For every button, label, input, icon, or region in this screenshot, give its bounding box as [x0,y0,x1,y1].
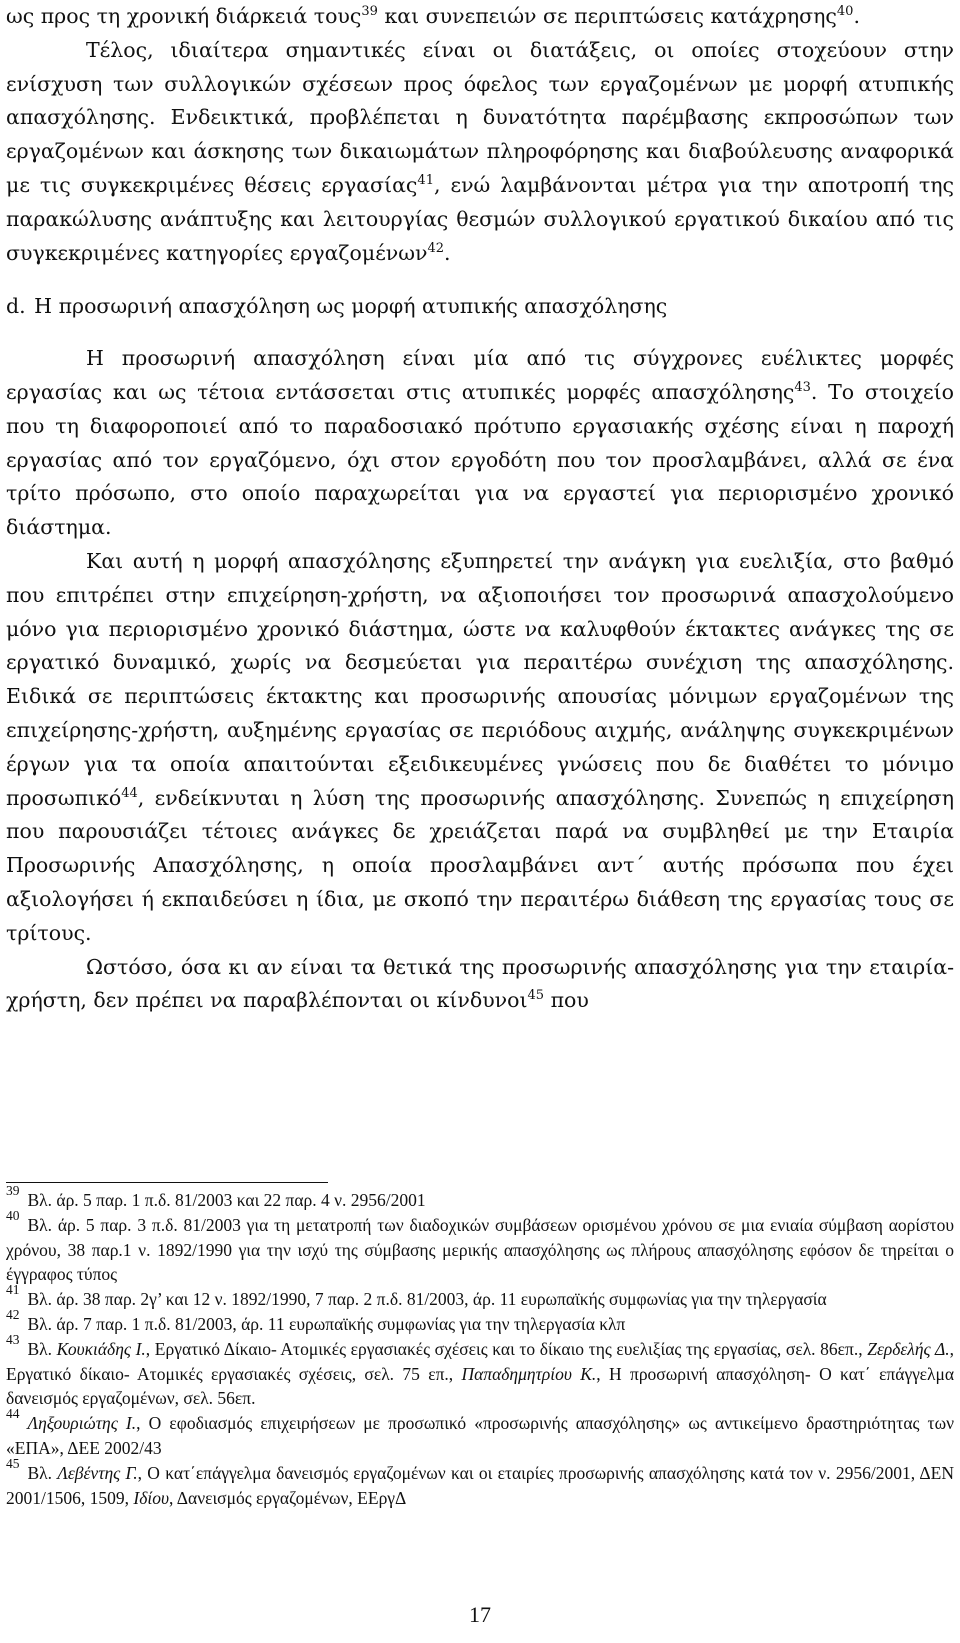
footnote-number: 43 [6,1331,20,1347]
text-run: Και αυτή η μορφή απασχόλησης εξυπηρετεί την ανάγκη για ευελιξία, στο βαθμό που επιτρέπει στην επιχείρηση-χρήστη, να αξιοποιήσει τον προσωρινά απασχολούμενο μόνο για περιορισμένο χρονικό διάστημα, ώστε να καλυφθούν έκτακτες ανάγκες της σε εργατικό δυναμικό, χωρίς να δεσμεύεται για περαιτέρω συνέχιση της απασχόλησης. Ειδικά σε περιπτώσεις έκτακτης και προσωρινής απουσίας μόνιμων εργαζομένων της επιχείρησης-χρήστη, αυξημένης εργασίας σε περιόδους αιχμής, ανάληψης συγκεκριμένων έργων για τα οποία απαιτούνται εξειδικευμένες γνώσεις που δε διαθέτει το μόνιμο προσωπικό [6,548,954,810]
footnotes [6,1183,955,1510]
footnote-number: 42 [6,1306,20,1322]
footnote-42 [6,1306,954,1337]
paragraph-continuation [6,0,954,34]
footnote-text: Βλ. άρ. 38 παρ. 2γ’ και 12 ν. 1892/1990, 7 παρ. 2 π.δ. 81/2003, άρ. 11 ευρωπαϊκής συμφωνίας για την τηλεργασία [27,1289,827,1310]
footnote-ref[interactable]: 45 [527,988,545,1004]
text-run: Η προσωρινή απασχόληση είναι μία από τις σύγχρονες ευέλικτες μορφές εργασίας και ως τέτοια εντάσσεται στις ατυπικές μορφές απασχόλησης [6,346,954,404]
text-run: και συνεπειών σε περιπτώσεις κατάχρησης [377,4,837,28]
footnote-text: , Ο εφοδιασμός επιχειρήσεων με προσωπικό «προσωρινής απασχόλησης» ως αντικείμενο δραστηριότητας των «ΕΠΑ», ΔΕΕ 2002/43 [6,1413,955,1458]
footnote-41 [6,1282,954,1312]
section-letter: d. [6,294,26,319]
footnote-text: , Δανεισμός εργαζομένων, ΕΕργΔ [168,1487,407,1508]
paragraph-collective-relations [6,34,954,271]
footnote-number: 40 [6,1207,20,1223]
footnote-separator [6,1182,328,1183]
footnote-text: Βλ. άρ. 5 παρ. 3 π.δ. 81/2003 για τη μετατροπή των διαδοχικών συμβάσεων ορισμένου χρόνου σε μια ενιαία σύμβαση αορίστου χρόνου, 38 παρ.1 ν. 1892/1990 για την ισχύ της σύμβασης μερικής απασχόλησης ως πλήρους απασχόλησης εφόσον δε τηρείται ο έγγραφος τύπος [6,1214,954,1285]
footnote-number: 44 [6,1406,20,1422]
paragraph-temporary-employment [6,342,954,545]
footnote-author: Ιδίου [133,1487,169,1508]
text-run: ως προς τη χρονική διάρκειά τους [6,4,362,28]
footnote-author: Λεβέντης Γ. [57,1462,138,1483]
text-run: Ωστόσο, όσα κι αν είναι τα θετικά της προσωρινής απασχόλησης για την εταιρία- χρήστη, δεν πρέπει να παραβλέπονται οι κίνδυνοι [6,954,954,1013]
text-run: , ενδείκνυται η λύση της προσωρινής απασχόλησης. Συνεπώς η επιχείρηση που παρουσιάζει τέτοιες ανάγκες δε χρειάζεται παρά να συμβληθεί με την Εταιρία Προσωρινής Απασχόλησης, η οποία προσλαμβάνει αντ΄ αυτής πρόσωπα που έχει αξιολογήσει ή εκπαιδεύσει η ίδια, με σκοπό την περαιτέρω διάθεση της εργασίας τους σε τρίτους. [6,785,954,945]
footnote-text: Βλ. [27,1338,57,1359]
text-run: . [853,4,860,28]
main-text [6,0,954,1018]
footnote-45 [6,1455,954,1511]
section-title: Η προσωρινή απασχόληση ως μορφή ατυπικής απασχόλησης [34,294,668,319]
footnote-text: , Εργατικό δίκαιο- Ατομικές εργασιακές σχέσεις, σελ. 75 επ., [6,1338,954,1384]
paragraph-flexibility [6,545,954,951]
footnote-ref[interactable]: 42 [427,240,444,256]
footnote-author: Ληξουριώτης Ι. [27,1413,137,1434]
footnote-number: 45 [6,1455,20,1471]
footnote-ref[interactable]: 43 [794,380,811,396]
section-heading [6,290,954,324]
text-run: Τέλος, ιδιαίτερα σημαντικές είναι οι διατάξεις, οι οποίες στοχεύουν στην ενίσχυση των συλλογικών σχέσεων προς όφελος των εργαζομένων με μορφή ατυπικής απασχόλησης. Ενδεικτικά, προβλέπεται η δυνατότητα παρέμβασης εκπροσώπων των εργαζομένων και άσκησης των δικαιωμάτων πληροφόρησης και διαβούλευσης αναφορικά με τις συγκεκριμένες θέσεις εργασίας [6,37,954,197]
footnote-number: 41 [6,1282,20,1298]
footnote-ref[interactable]: 44 [121,785,138,801]
footnote-text: Βλ. άρ. 5 παρ. 1 π.δ. 81/2003 και 22 παρ. 4 ν. 2956/2001 [27,1190,426,1210]
footnote-text: , Ο κατ΄επάγγελμα δανεισμός εργαζομένων και οι εταιρίες προσωρινής απασχόλησης κατά τον ν. 2956/2001, ΔΕΝ 2001/1506, 1509, [6,1462,954,1508]
page-number: 17 [469,1602,491,1627]
footnote-ref[interactable]: 40 [836,4,854,20]
text-run: που [544,988,589,1013]
text-run: . [444,240,451,265]
footnote-author: Κουκιάδης Ι. [56,1338,146,1359]
footnote-text: Βλ. άρ. 7 παρ. 1 π.δ. 81/2003, άρ. 11 ευρωπαϊκής συμφωνίας για την τηλεργασία κλπ [27,1313,626,1334]
paragraph-risks [6,951,954,1019]
footnote-39 [6,1183,954,1213]
footnote-text: Βλ. [27,1462,58,1483]
footnote-43 [6,1331,954,1411]
text-run: , ενώ λαμβάνονται μέτρα για την αποτροπή της παρακώλυσης ανάπτυξης και λειτουργίας θεσμών συλλογικού εργατικού δικαίου από τις συγκεκριμένες κατηγορίες εργαζομένων [6,172,954,265]
footnote-number: 39 [6,1183,20,1198]
footnote-40 [6,1207,954,1287]
footnote-author: Παπαδημητρίου Κ. [461,1363,597,1384]
footnote-ref[interactable]: 39 [361,4,378,20]
footnote-text: , Εργατικό Δίκαιο- Ατομικές εργασιακές σχέσεις και το δίκαιο της ευελιξίας της εργασίας, σελ. 86επ., [145,1338,868,1359]
footnote-author: Ζερδελής Δ. [867,1338,950,1359]
footnote-text: , Η προσωρινή απασχόληση- Ο κατ΄ επάγγελμα δανεισμός εργαζομένων, σελ. 56επ. [6,1363,954,1409]
text-run: . Το στοιχείο που τη διαφοροποιεί από το παραδοσιακό πρότυπο εργασιακής σχέσης είναι η παροχή εργασίας από τον εργαζόμενο, όχι στον εργοδότη που τον προσλαμβάνει, αλλά σε ένα τρίτο πρόσωπο, στο οποίο παραχωρείται για να εργαστεί για περιορισμένο χρονικό διάστημα. [6,379,954,540]
footnote-ref[interactable]: 41 [417,173,434,189]
footnote-44 [6,1406,955,1461]
